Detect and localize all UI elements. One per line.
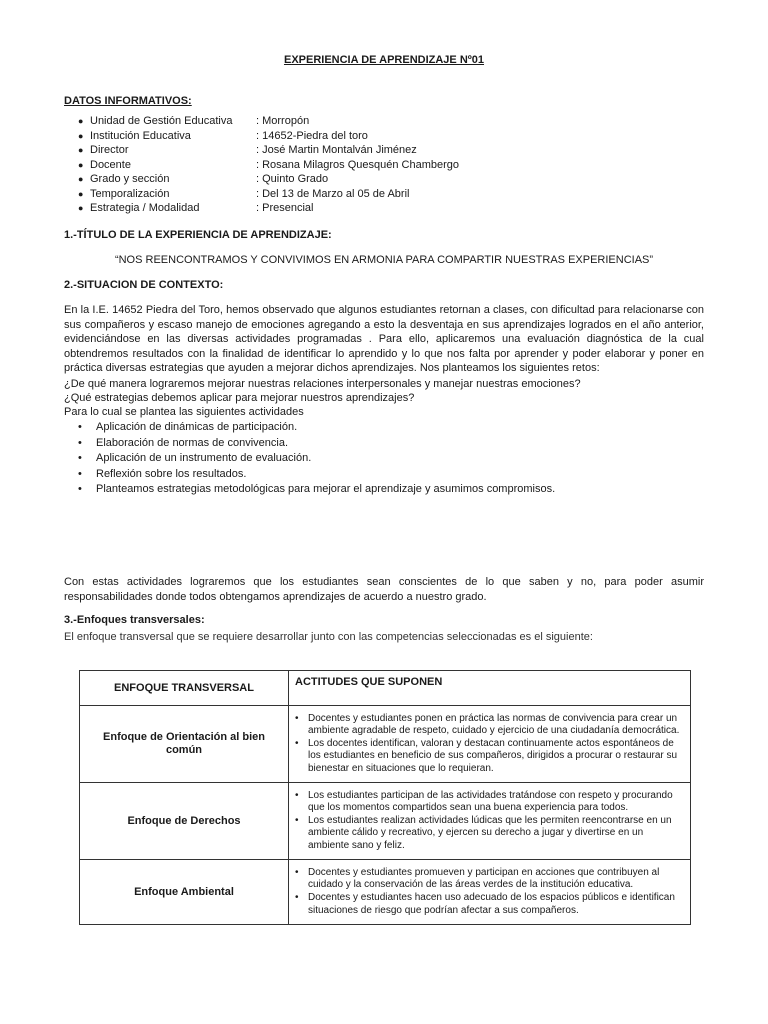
question-2: ¿Qué estrategias debemos aplicar para mejorar nuestros aprendizajes?	[64, 391, 415, 404]
bullet-icon: ●	[78, 159, 84, 170]
section3-intro: El enfoque transversal que se requiere desarrollar junto con las competencias seleccionadas es el siguiente:	[64, 631, 593, 643]
bullet-icon: •	[78, 452, 82, 464]
experience-title-quote: “NOS REENCONTRAMOS Y CONVIVIMOS EN ARMONIA PARA COMPARTIR NUESTRAS EXPERIENCIAS”	[114, 254, 654, 266]
datos-heading: DATOS INFORMATIVOS:	[64, 95, 192, 107]
info-label: Director	[90, 144, 129, 156]
enfoque-cell: Enfoque Ambiental	[80, 860, 289, 925]
conclusion-paragraph: Con estas actividades lograremos que los estudiantes sean conscientes de lo que saben y no, para poder asumir responsabilidades donde todos obtengamos aprendizajes de acuerdo a nuestro grado.	[64, 576, 704, 603]
table-header-row	[80, 671, 691, 706]
info-label: Unidad de Gestión Educativa	[90, 115, 233, 127]
actitudes-cell	[289, 860, 691, 925]
info-label: Institución Educativa	[90, 129, 191, 142]
info-label: Temporalización	[90, 187, 170, 200]
bullet-icon: ●	[78, 130, 84, 141]
section3-heading: 3.-Enfoques transversales:	[64, 614, 205, 626]
info-label: Docente	[90, 158, 131, 171]
section1-heading: 1.-TÍTULO DE LA EXPERIENCIA DE APRENDIZAJE:	[64, 229, 332, 241]
info-value: : Del 13 de Marzo al 05 de Abril	[256, 187, 410, 200]
document-page: EXPERIENCIA DE APRENDIZAJE Nº01 DATOS INFORMATIVOS: ● Unidad de Gestión Educativa : Morropón ● Institución Educativa : 14652-Piedra del toro ● Director : José Martin Montalván Jiménez ● Docente : Rosana Milagros Quesquén Chambergo ● Grado y sección : Quinto Grado ● Temporalización : Del 13 de Marzo al 05 de Abril ● Estrategia / Modalidad : Presencial 1.-TÍTULO DE LA EXPERIENCIA DE APRENDIZAJE: “NOS REENCONTRAMOS Y CONVIVIMOS EN ARMONIA PARA COMPARTIR NUESTRAS EXPERIENCIAS” 2.-SITUACION DE CONTEXTO: En la I.E. 14652 Piedra del Toro, hemos observado que algunos estudiantes retornan a clases, con dificultad para relacionarse con sus compañeros y escaso manejo de emociones agregando a esto la desventaja en sus aprendizajes logrados en el año anterior, evidenciándose en las diversas actividades programadas . Para ello, aplicaremos una evaluación diagnóstica de la cual obtendremos resultados con la finalidad de identificar lo aprendido y lo que nos falta por aprender y poder elaborar y poner en práctica diversas estrategias que ayuden a mejorar dichos aprendizajes. Nos planteamos los siguientes retos: ¿De qué manera lograremos mejorar nuestras relaciones interpersonales y manejar nuestras emociones? ¿Qué estrategias debemos aplicar para mejorar nuestros aprendizajes? Para lo cual se plantea las siguientes actividades • Aplicación de dinámicas de participación. • Elaboración de normas de convivencia. • Aplicación de un instrumento de evaluación. • Reflexión sobre los resultados. • Planteamos estrategias metodológicas para mejorar el aprendizaje y asumimos compromisos. Con estas actividades lograremos que los estudiantes sean conscientes de lo que saben y no, para poder asumir responsabilidades donde todos obtengamos aprendizajes de acuerdo a nuestro grado. 3.-Enfoques transversales: El enfoque transversal que se requiere desarrollar junto con las competencias seleccionadas es el siguiente: ENFOQUE TRANSVERSAL ACTITUDES QUE SUPONEN Enfoque de Orientación al bien común • Docentes y estudiantes ponen en práctica las normas de convivencia para crear un ambiente agradable de respeto, cuidado y ejercicio de una ciudadanía democrática. • Los docentes identifican, valoran y destacan continuamente actos espontáneos de los estudiantes en beneficio de sus compañeros, dirigidos a procurar o restaurar su bienestar en situaciones que lo requieran. Enfoque de Derechos • Los estudiantes participan de las actividades tratándose con respeto y procurando que los momentos compartidos sean una buena experiencia para todos. • Los estudiantes realizan actividades lúdicas que les permiten reencontrarse en un ambiente cálido y recreativo, y ejercen su derecho a jugar y divertirse en un ambiente sano y feliz. Enfoque Ambiental • Docentes y estudiantes promueven y participan en acciones que contribuyen al cuidado y la conservación de las áreas verdes de la institución educativa. • Docentes y estudiantes hacen uso adecuado de los espacios públicos e identifican situaciones de riesgo que podrían afectar a sus compañeros.	[0, 0, 768, 1024]
document-title: EXPERIENCIA DE APRENDIZAJE Nº01	[283, 54, 485, 66]
table-row	[80, 783, 691, 860]
column-header: ACTITUDES QUE SUPONEN	[289, 671, 691, 706]
list-item: • Los estudiantes participan de las actividades tratándose con respeto y procurando que los momentos compartidos sean una buena experiencia para todos.	[293, 790, 684, 815]
info-value: : 14652-Piedra del toro	[256, 129, 368, 142]
activities-intro: Para lo cual se plantea las siguientes actividades	[64, 406, 304, 418]
bullet-icon: ●	[78, 116, 84, 126]
list-item: • Docentes y estudiantes promueven y participan en acciones que contribuyen al cuidado y la conservación de las áreas verdes de la institución educativa.	[293, 867, 684, 892]
list-item: • Docentes y estudiantes hacen uso adecuado de los espacios públicos e identifican situaciones de riesgo que podrían afectar a sus compañeros.	[293, 892, 684, 917]
info-label: Estrategia / Modalidad	[90, 202, 200, 214]
list-item: • Los docentes identifican, valoran y destacan continuamente actos espontáneos de los estudiantes en beneficio de sus compañeros, dirigidos a procurar o restaurar su bienestar en situaciones que lo requieran.	[293, 738, 684, 776]
section2-heading: 2.-SITUACION DE CONTEXTO:	[64, 279, 224, 291]
bullet-icon: ●	[78, 174, 84, 184]
info-label: Grado y sección	[90, 173, 170, 185]
bullet-icon: •	[78, 483, 82, 495]
bullet-icon: •	[78, 436, 82, 449]
actitudes-cell	[289, 783, 691, 860]
context-paragraph: En la I.E. 14652 Piedra del Toro, hemos observado que algunos estudiantes retornan a clases, con dificultad para relacionarse con sus compañeros y escaso manejo de emociones agregando a esto la desventaja en sus aprendizajes logrados en el año anterior, evidenciándose en las diversas actividades programadas . Para ello, aplicaremos una evaluación diagnóstica de la cual obtendremos resultados con la finalidad de identificar lo aprendido y lo que nos falta por aprender y poder elaborar y poner en práctica diversas estrategias que ayuden a mejorar dichos aprendizajes. Nos planteamos los siguientes retos:	[64, 304, 704, 375]
bullet-icon: ●	[78, 145, 84, 155]
info-value: : José Martin Montalván Jiménez	[256, 144, 417, 156]
actitudes-cell	[289, 706, 691, 783]
bullet-icon: ●	[78, 188, 84, 199]
bullet-icon: •	[78, 467, 82, 480]
table-row	[80, 860, 691, 925]
info-value: : Presencial	[256, 202, 314, 214]
enfoque-cell: Enfoque de Orientación al bien común	[80, 706, 289, 783]
enfoque-cell: Enfoque de Derechos	[80, 783, 289, 860]
bullet-icon: •	[78, 421, 82, 433]
table-row	[80, 706, 691, 783]
list-item: • Los estudiantes realizan actividades lúdicas que les permiten reencontrarse en un ambiente cálido y recreativo, y ejercen su derecho a jugar y divertirse en un ambiente sano y feliz.	[293, 815, 684, 853]
question-1: ¿De qué manera lograremos mejorar nuestras relaciones interpersonales y manejar nuestras emociones?	[64, 377, 581, 390]
bullet-icon: ●	[78, 203, 84, 213]
column-header: ENFOQUE TRANSVERSAL	[80, 671, 289, 706]
enfoques-table	[79, 670, 691, 925]
info-value: : Quinto Grado	[256, 173, 329, 185]
info-value: : Morropón	[256, 115, 310, 127]
list-item: • Docentes y estudiantes ponen en práctica las normas de convivencia para crear un ambiente agradable de respeto, cuidado y ejercicio de una ciudadanía democrática.	[293, 713, 684, 738]
info-value: : Rosana Milagros Quesquén Chambergo	[256, 158, 460, 171]
